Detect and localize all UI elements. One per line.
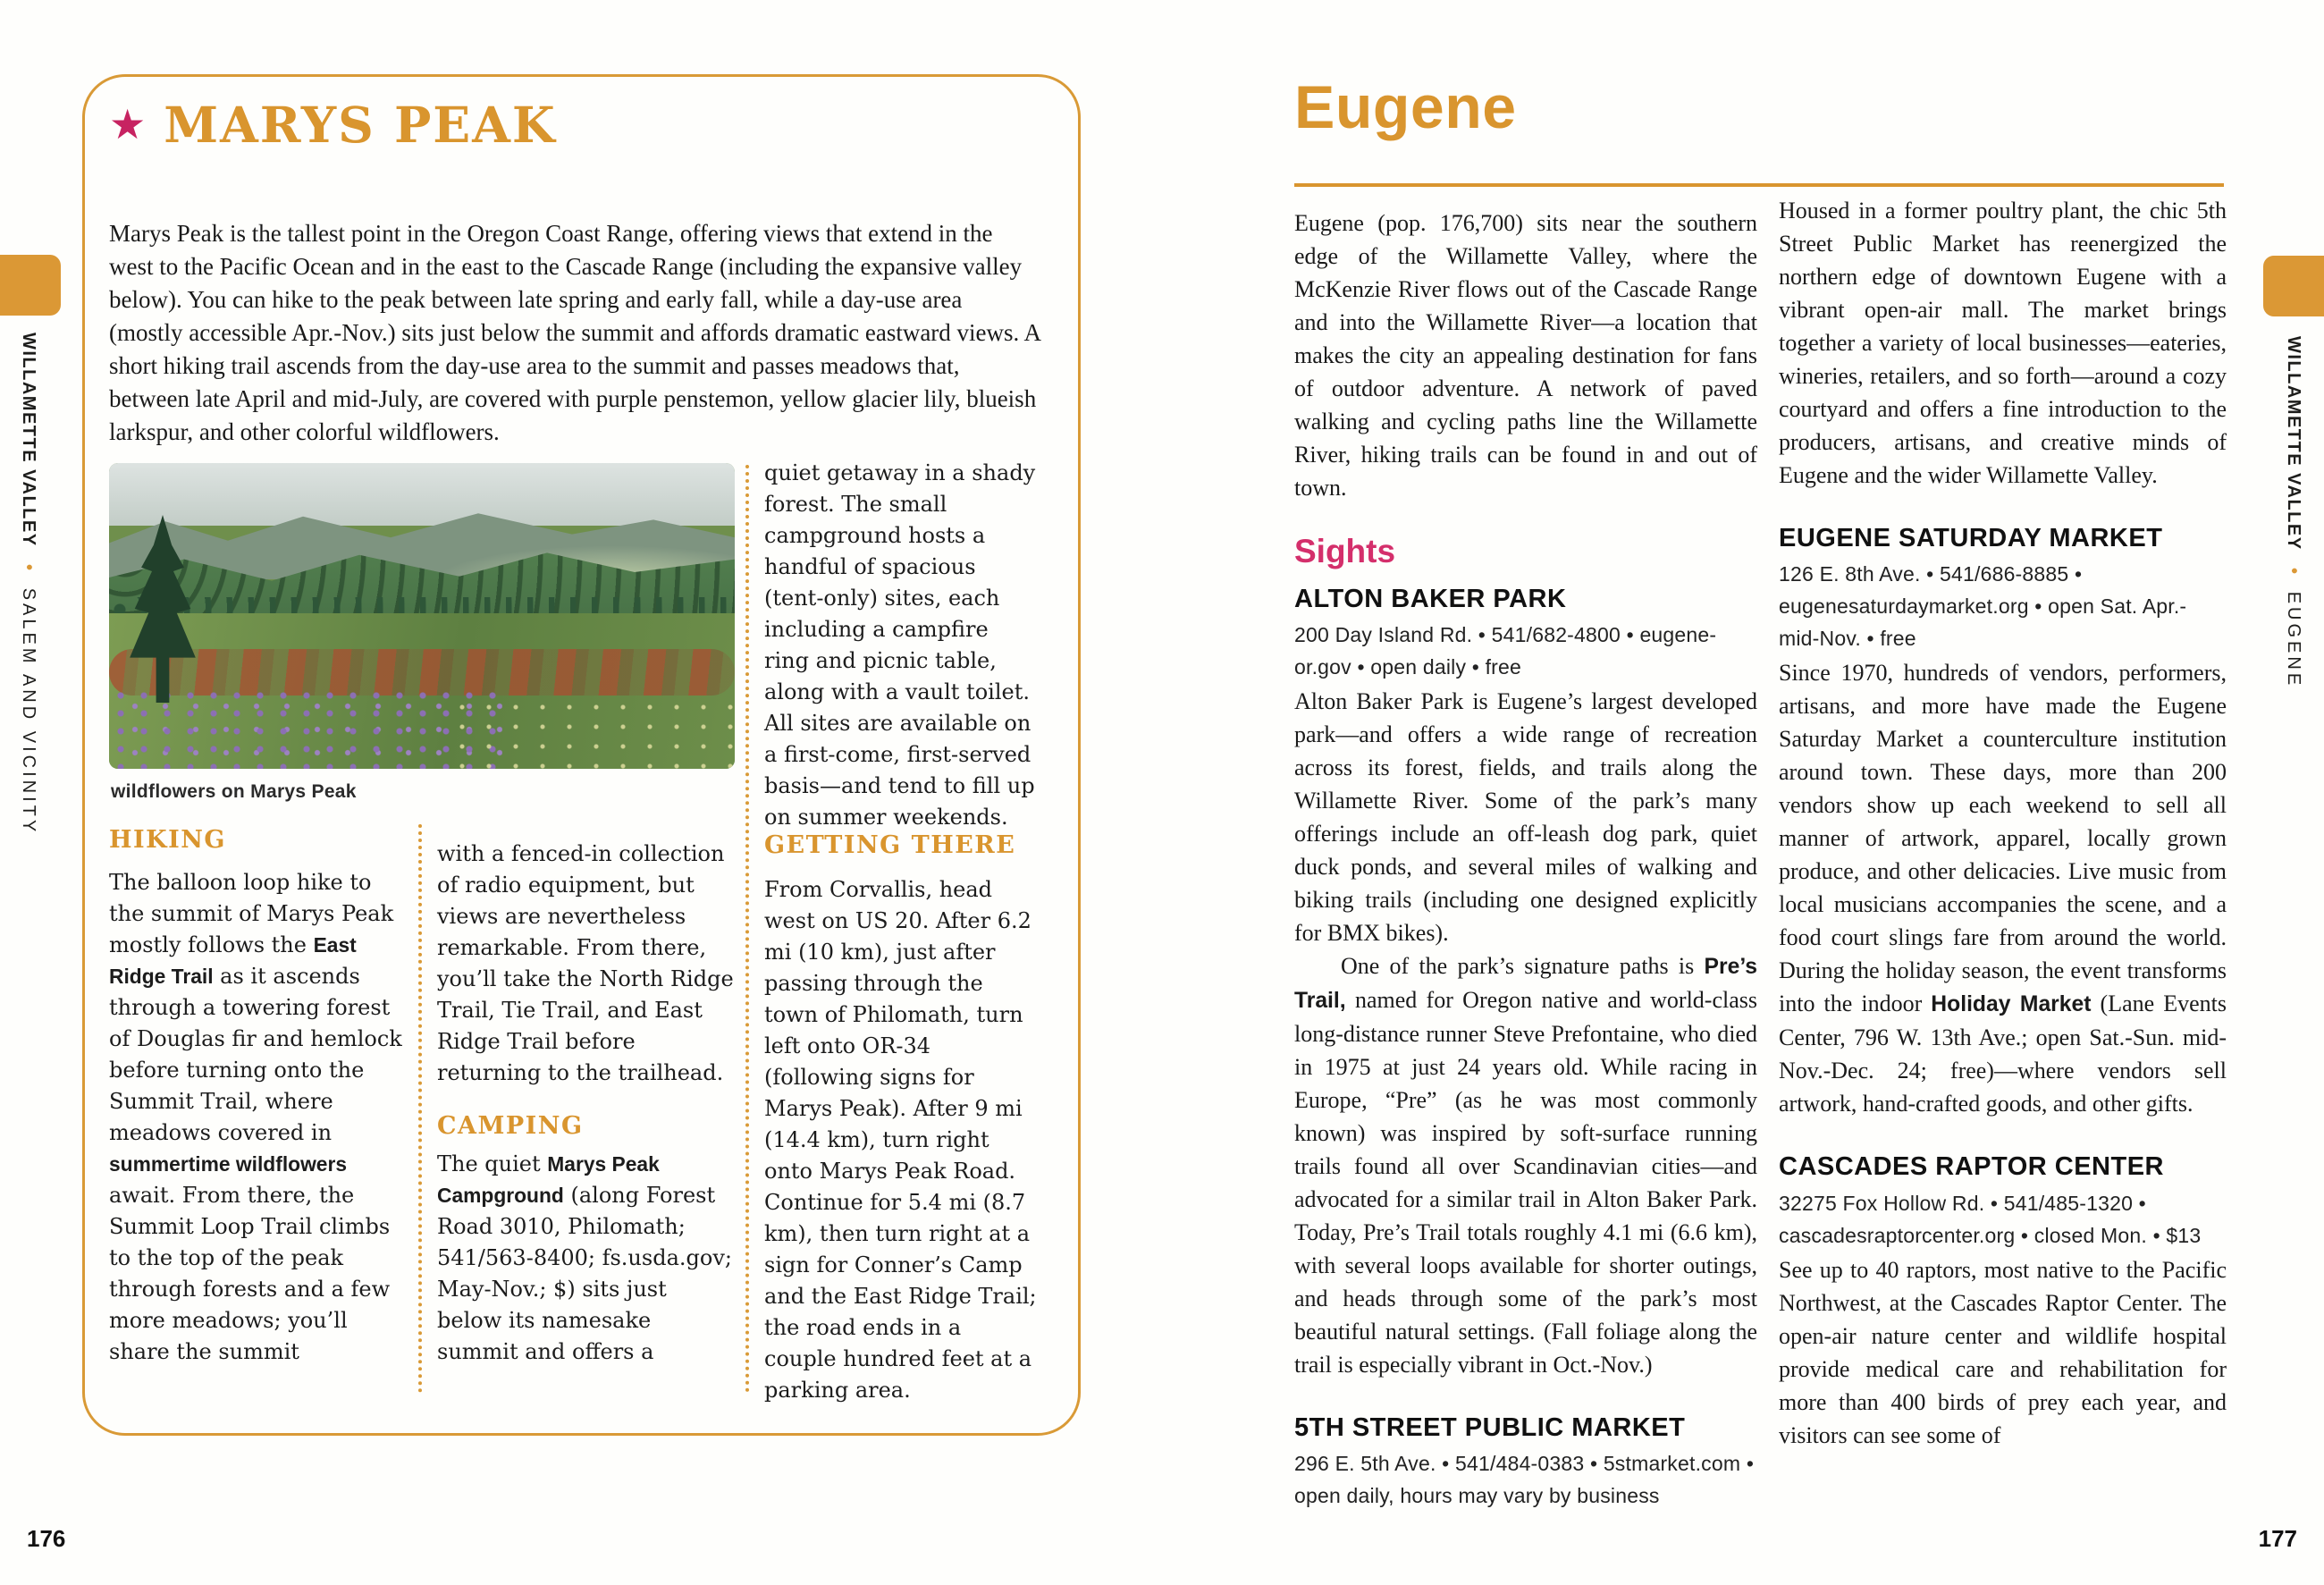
right-tab-section-label: EUGENE xyxy=(2284,591,2303,689)
camping-heading: CAMPING xyxy=(437,1112,584,1140)
left-tab-dot-icon: • xyxy=(19,564,38,571)
right-edge-tab xyxy=(2285,336,2303,688)
right-tab-dot-icon: • xyxy=(2284,568,2303,575)
listing-details-cascades-raptor-center: 32275 Fox Hollow Rd. • 541/485-1320 • cascadesraptorcenter.org • closed Mon. • $13 xyxy=(1779,1191,2202,1247)
listing-name-eugene-saturday-market: EUGENE SATURDAY MARKET xyxy=(1779,524,2163,552)
eugene-right-column xyxy=(1779,194,2227,1452)
listing-details-5th-street-public-market: 296 E. 5th Ave. • 541/484-0383 • 5stmarket.com • open daily, hours may vary by business xyxy=(1294,1452,1755,1508)
hiking-heading: HIKING xyxy=(109,826,226,854)
listing-name-5th-street-public-market: 5TH STREET PUBLIC MARKET xyxy=(1294,1412,1686,1442)
hiking-continuation-paragraph: with a fenced-in collection of radio equipment, but views are nevertheless remarkable. From there, you’ll take the North Ridge Trail, Tie Trail, and East Ridge Trail before returning to the trailhead. xyxy=(437,841,734,1085)
column-divider-left xyxy=(418,824,422,1393)
alton-baker-paragraph-2: One of the park’s signature paths is Pre’s Trail, named for Oregon native and world-class long-distance runner Steve Prefontaine, who died in 1975 at just 24 years old. While racing in Europe, “Pre” (as he was most commonly known) was inspired by soft-surface running trails found all over Scandinavian cities—and advocated for a similar trail in Alton Baker Park. Today, Pre’s Trail totals roughly 4.1 mi (6.6 km), with several loops available for shorter outings, and heads through some of the park’s most beautiful natural settings. (Fall foliage along the trail is especially vibrant in Oct.-Nov.) xyxy=(1294,952,1757,1378)
getting-there-heading: GETTING THERE xyxy=(764,831,1016,859)
alton-baker-paragraph-1: Alton Baker Park is Eugene’s largest developed park—and offers a wide range of recreation across its forest, fields, and trails along the Willamette River. Some of the park’s many offerings include an off-leash dog park, quiet duck ponds, and several miles of walking and biking trails (including one designed explicitly for BMX bikes). xyxy=(1294,687,1757,946)
eugene-title-rule xyxy=(1294,183,2224,187)
eugene-left-column xyxy=(1294,207,1757,1512)
marys-peak-intro: Marys Peak is the tallest point in the Oregon Coast Range, offering views that extend in the west to the Pacific Ocean and in the east to the Cascade Range (including the expansive valley below). You can hike to the peak between late spring and early fall, while a day-use area (mostly accessible Apr.-Nov.) sits just below the summit and affords dramatic eastward views. A short hiking trail ascends from the day-use area to the summit and passes meadows that, between late April and mid-July, are covered with purple penstemon, yellow glacier lily, blueish larkspur, and other colorful wildflowers. xyxy=(109,220,1040,445)
listing-name-alton-baker-park: ALTON BAKER PARK xyxy=(1294,584,1567,613)
left-edge-tab-marker xyxy=(0,255,61,316)
listing-name-cascades-raptor-center: CASCADES RAPTOR CENTER xyxy=(1779,1152,2165,1182)
right-edge-tab-marker xyxy=(2263,256,2324,316)
camping-continuation-paragraph: quiet getaway in a shady forest. The small campground hosts a handful of spacious (tent-only) sites, each including a campfire ring and picnic table, along with a vault toilet. All sites are available on a first-come, first-served basis—and tend to fill up on summer weekends. xyxy=(764,460,1036,830)
wildflowers-photo xyxy=(109,463,735,769)
eugene-page-title: Eugene xyxy=(1294,73,1517,141)
left-tab-region-label: WILLAMETTE VALLEY xyxy=(19,333,38,547)
hiking-paragraph: The balloon loop hike to the summit of Marys Peak mostly follows the East Ridge Trail as it ascends through a towering forest of Douglas fir and hemlock before turning onto the Summit Trail, where meadows covered in summertime wildflowers await. From there, the Summit Loop Trail climbs to the top of the peak through forests and a few more meadows; you’ll share the summit xyxy=(109,870,402,1364)
page-number-right: 177 xyxy=(2258,1525,2297,1552)
marys-peak-title: MARYS PEAK xyxy=(164,96,557,154)
listing-details-alton-baker-park: 200 Day Island Rd. • 541/682-4800 • eugene-or.gov • open daily • free xyxy=(1294,622,1717,679)
right-tab-region-label: WILLAMETTE VALLEY xyxy=(2284,336,2303,551)
eugene-intro: Eugene (pop. 176,700) sits near the southern edge of the Willamette Valley, where the McKenzie River flows out of the Cascade Range and into the Willamette River—a location that makes the city an appealing destination for fans of outdoor adventure. A network of paved walking and cycling paths line the Willamette River, hiking trails can be found in and out of town. xyxy=(1294,210,1757,501)
photo-yellow-wildflowers xyxy=(449,697,735,769)
saturday-market-body: Since 1970, hundreds of vendors, performers, artisans, and more have made the Eugene Saturday Market a counterculture institution around town. These days, more than 200 vendors show up each weekend to sell all manner of artwork, apparel, locally grown produce, and other delicacies. Live music from local musicians accompanies the scene, and a food court slings fare from around the world. During the holiday season, the event transforms into the indoor Holiday Market (Lane Events Center, 796 W. 13th Ave.; open Sat.-Sun. mid-Nov.-Dec. 24; free)—where vendors sell artwork, hand-crafted goods, and other gifts. xyxy=(1779,660,2227,1117)
left-tab-section-label: SALEM AND VICINITY xyxy=(19,587,38,836)
photo-sky xyxy=(109,463,735,526)
listing-details-eugene-saturday-market: 126 E. 8th Ave. • 541/686-8885 • eugenesaturdaymarket.org • open Sat. Apr.-mid-Nov. • free xyxy=(1779,562,2187,651)
fifth-street-body: Housed in a former poultry plant, the chic 5th Street Public Market has reenergized the northern edge of downtown Eugene with a vibrant open-air mall. The market brings together a variety of local businesses—eateries, wineries, retailers, and so forth—around a cozy courtyard and offers a fine introduction to the producers, artisans, and creative minds of Eugene and the wider Willamette Valley. xyxy=(1779,198,2227,488)
sights-section-heading: Sights xyxy=(1294,533,1396,569)
star-icon: ★ xyxy=(109,101,147,148)
middle-column xyxy=(437,839,736,1368)
column-divider-right xyxy=(745,465,749,1393)
marys-peak-title-row xyxy=(109,96,557,154)
photo-caption: wildflowers on Marys Peak xyxy=(111,781,357,802)
page-number-left: 176 xyxy=(27,1525,66,1552)
getting-there-paragraph: From Corvallis, head west on US 20. After 6.2 mi (10 km), just after passing through the town of Philomath, turn left onto OR-34 (following signs for Marys Peak). After 9 mi (14.4 km), turn right onto Marys Peak Road. Continue for 5.4 mi (8.7 km), then turn right at a sign for Conner’s Camp and the East Ridge Trail; the road ends in a couple hundred feet at a parking area. xyxy=(764,877,1037,1403)
camping-paragraph: The quiet Marys Peak Campground (along Forest Road 3010, Philomath; 541/563-8400; fs.usda.gov; May-Nov.; $) sits just below its namesake summit and offers a xyxy=(437,1151,732,1364)
left-edge-tab xyxy=(20,333,38,835)
raptor-center-body: See up to 40 raptors, most native to the Pacific Northwest, at the Cascades Raptor Center. The open-air nature center and wildlife hospital provide medical care and rehabilitation for more than 400 birds of prey each year, and visitors can see some of xyxy=(1779,1256,2227,1448)
